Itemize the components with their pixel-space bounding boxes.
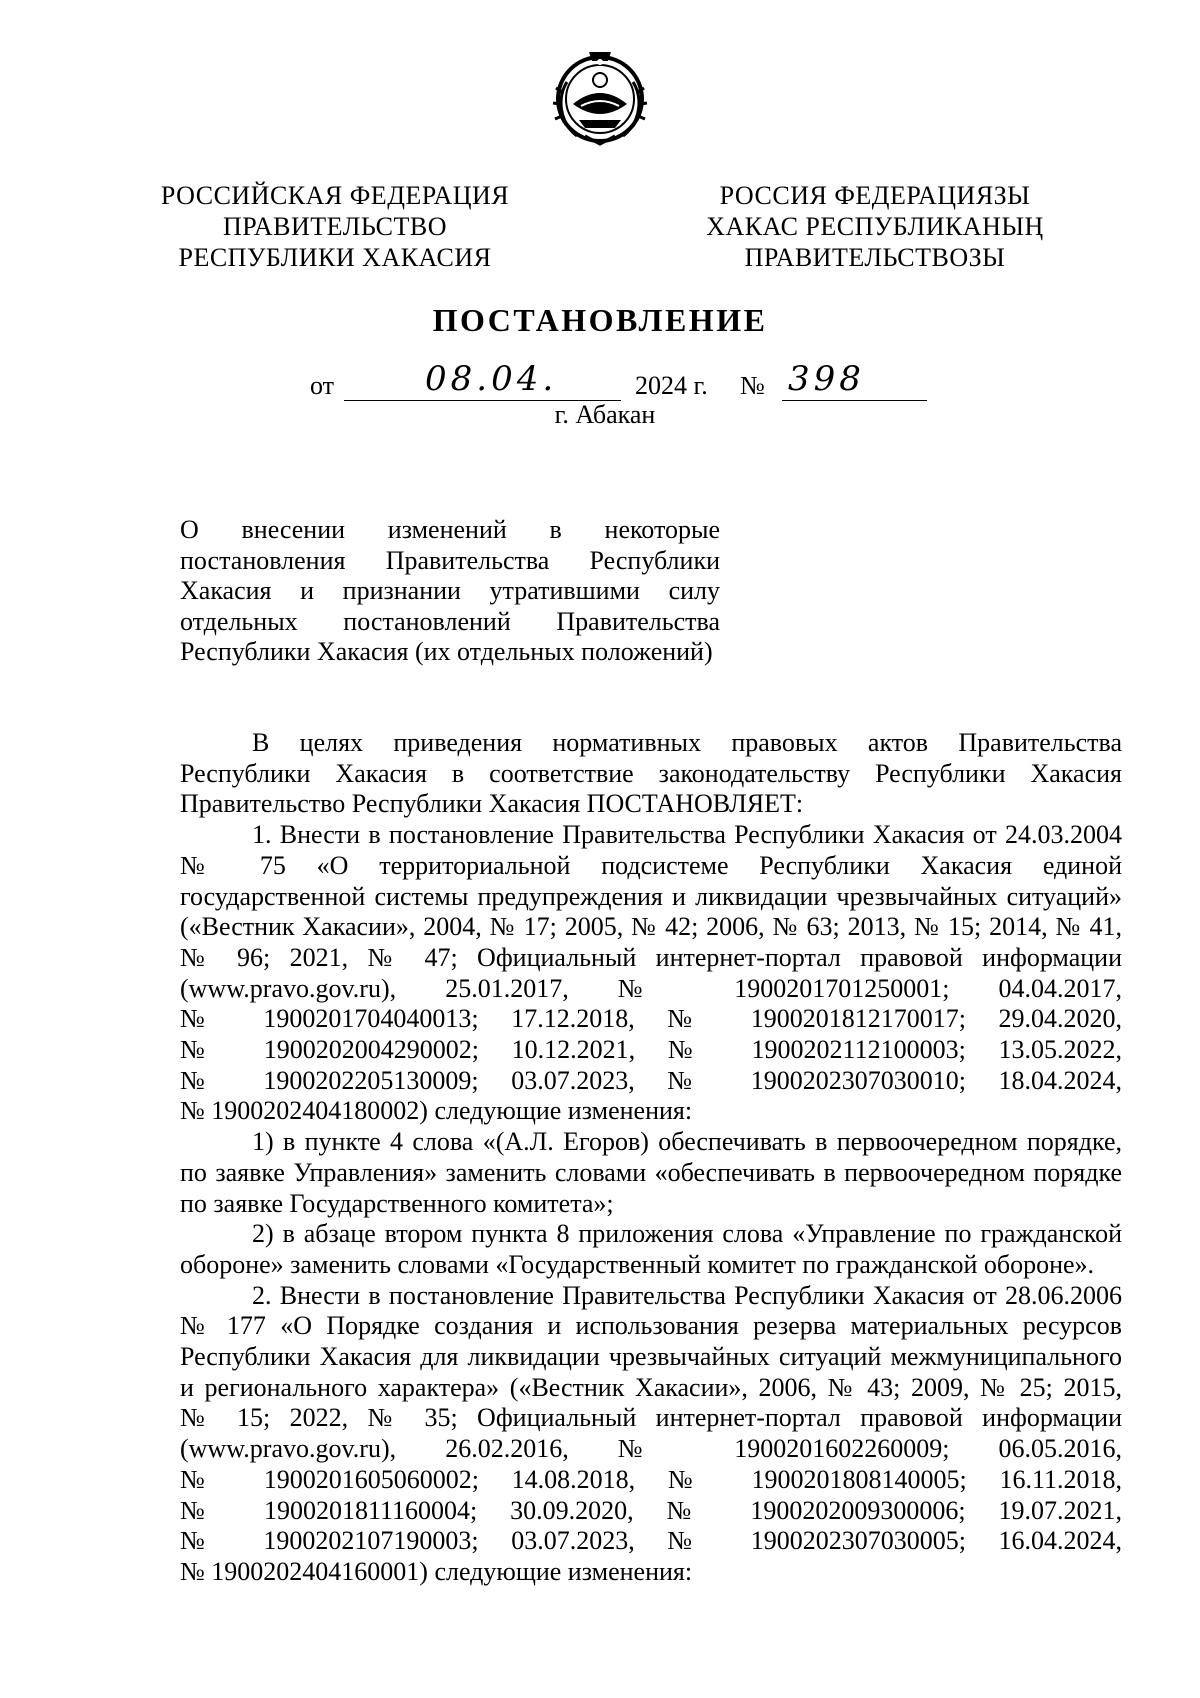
body-line: 1. Внести в постановление Правительства Республики Хакасия от 24.03.2004 (252, 820, 1122, 850)
document-subject (180, 515, 720, 668)
body-line: № 1900201605060002; 14.08.2018, № 1900201808140005; 16.11.2018, (180, 1464, 1122, 1494)
body-line: № 1900202404160001) следующие изменения: (180, 1556, 693, 1586)
body-line: Правительство Республики Хакасия ПОСТАНОВЛЯЕТ: (180, 789, 804, 819)
body-line: по заявке Государственного комитета»; (180, 1188, 614, 1218)
date-number-line (310, 359, 910, 405)
handwritten-number: 398 (788, 359, 865, 399)
date-from-label: от (310, 371, 335, 400)
year-label: 2024 г. (635, 371, 708, 400)
subject-line: Республики Хакасия (их отдельных положений) (180, 637, 713, 666)
body-line: Республики Хакасия для ликвидации чрезвычайных ситуаций межмуниципального (180, 1342, 1122, 1372)
header-left-russian (145, 180, 525, 273)
body-line: по заявке Управления» заменить словами «обеспечивать в первоочередном порядке (180, 1157, 1122, 1187)
body-line: 2) в абзаце втором пункта 8 приложения слова «Управление по гражданской (252, 1219, 1122, 1249)
coat-of-arms-emblem-icon (545, 42, 655, 152)
subject-line: постановления Правительства Республики (180, 545, 720, 575)
body-line: № 1900202404180002) следующие изменения: (180, 1096, 693, 1126)
body-line: № 177 «О Порядке создания и использования резерва материальных ресурсов (180, 1311, 1122, 1341)
body-line: Республики Хакасия в соответствие законодательству Республики Хакасия (180, 758, 1122, 788)
body-line: № 75 «О территориальной подсистеме Республики Хакасия единой (180, 850, 1122, 880)
header-left-line: РЕСПУБЛИКИ ХАКАСИЯ (178, 243, 492, 272)
body-line: (www.pravo.gov.ru), 25.01.2017, № 1900201701250001; 04.04.2017, (180, 973, 1122, 1003)
header-right-line: ПРАВИТЕЛЬСТВОЗЫ (744, 243, 1006, 272)
body-line: № 15; 2022, № 35; Официальный интернет-портал правовой информации (180, 1403, 1122, 1433)
body-line: В целях приведения нормативных правовых актов Правительства (252, 728, 1122, 757)
body-line: государственной системы предупреждения и ликвидации чрезвычайных ситуаций» (180, 881, 1122, 911)
subject-line: О внесении изменений в некоторые (180, 515, 720, 544)
header-left-line: РОССИЙСКАЯ ФЕДЕРАЦИЯ (160, 181, 510, 210)
header-right-line: ХАКАС РЕСПУБЛИКАНЫҢ (706, 212, 1044, 241)
number-label: № (740, 371, 765, 400)
body-line: 1) в пункте 4 слова «(А.Л. Егоров) обеспечивать в первоочередном порядке, (252, 1127, 1122, 1157)
subject-line: Хакасия и признании утратившими силу (180, 576, 720, 605)
header-left-line: ПРАВИТЕЛЬСТВО (223, 212, 447, 241)
body-line: обороне» заменить словами «Государственный комитет по гражданской обороне». (180, 1249, 1095, 1279)
body-line: («Вестник Хакасии», 2004, № 17; 2005, № 42; 2006, № 63; 2013, № 15; 2014, № 41, (180, 912, 1122, 942)
body-line: № 1900202004290002; 10.12.2021, № 1900202112100003; 13.05.2022, (180, 1035, 1122, 1065)
subject-line: отдельных постановлений Правительства (180, 606, 720, 636)
document-title: ПОСТАНОВЛЕНИЕ (432, 302, 768, 338)
header-right-khakas (685, 180, 1065, 273)
handwritten-date: 08.04. (425, 359, 558, 399)
body-line: (www.pravo.gov.ru), 26.02.2016, № 1900201602260009; 06.05.2016, (180, 1434, 1122, 1464)
document-body (180, 728, 1122, 1588)
body-line: 2. Внести в постановление Правительства Республики Хакасия от 28.06.2006 (252, 1280, 1122, 1310)
body-line: № 1900202107190003; 03.07.2023, № 1900202307030005; 16.04.2024, (180, 1526, 1122, 1556)
city-label: г. Абакан (554, 400, 656, 429)
body-line: и регионального характера» («Вестник Хакасии», 2006, № 43; 2009, № 25; 2015, (180, 1372, 1122, 1402)
header-right-line: РОССИЯ ФЕДЕРАЦИЯЗЫ (719, 181, 1031, 210)
body-line: № 1900201704040013; 17.12.2018, № 1900201812170017; 29.04.2020, (180, 1004, 1122, 1034)
body-line: № 96; 2021, № 47; Официальный интернет-портал правовой информации (180, 942, 1122, 972)
body-line: № 1900201811160004; 30.09.2020, № 1900202009300006; 19.07.2021, (180, 1495, 1122, 1525)
body-line: № 1900202205130009; 03.07.2023, № 1900202307030010; 18.04.2024, (180, 1065, 1122, 1095)
